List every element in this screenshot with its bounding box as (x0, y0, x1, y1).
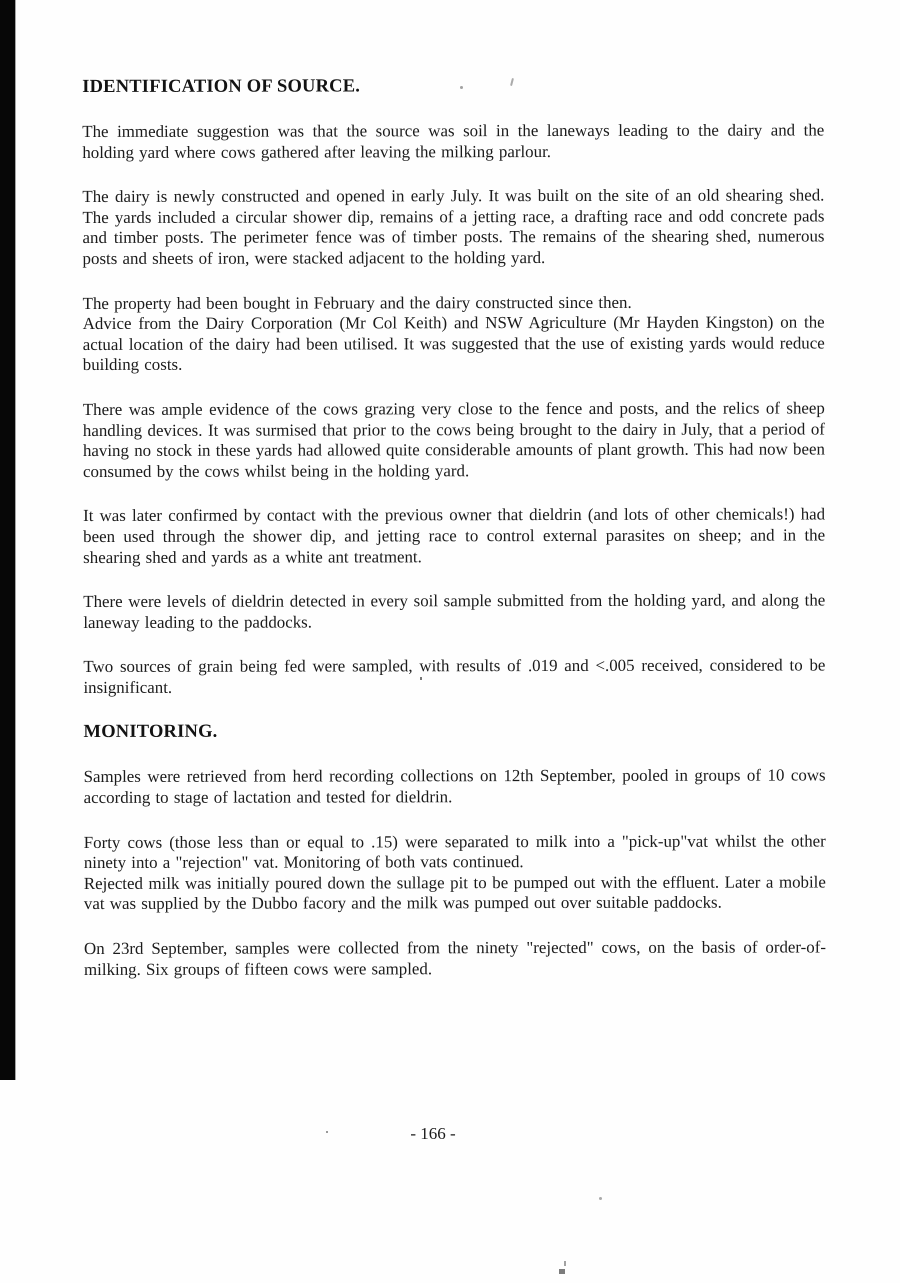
paragraph: Forty cows (those less than or equal to .15) were separated to milk into a "pick-up"vat whilst the other ninety into a "rejection" vat. Monitoring of both vats continued. Rejected milk was initially poured down the sullage pit to be pumped out with the effluent. Later a mobile vat was supplied by the Dubbo facory and the milk was pumped out over suitable paddocks. (83, 831, 826, 914)
section-heading-identification-of-source: IDENTIFICATION OF SOURCE. (82, 76, 361, 97)
paragraph: The property had been bought in February and the dairy constructed since then. Advice from the Dairy Corporation (Mr Col Keith) and NSW Agriculture (Mr Hayden Kingston) on the actual location of the dairy had been utilised. It was suggested that the use of existing yards would reduce building costs. (82, 292, 825, 375)
paragraph: The dairy is newly constructed and opened in early July. It was built on the site of an old shearing shed. The yards included a circular shower dip, remains of a jetting race, a drafting race and odd concrete pads and timber posts. The perimeter fence was of timber posts. The remains of the shearing shed, numerous posts and sheets of iron, were stacked adjacent to the holding yard. (82, 185, 825, 268)
page-number: - 166 - (410, 1124, 456, 1143)
paragraph: There were levels of dieldrin detected in every soil sample submitted from the holding yard, and along the laneway leading to the paddocks. (83, 590, 826, 632)
scan-edge-artifact-bar (0, 0, 15, 1080)
section-heading-monitoring: MONITORING. (83, 722, 218, 743)
ink-speck (326, 1131, 328, 1133)
paragraph: On 23rd September, samples were collected from the ninety "rejected" cows, on the basis of order-of-milking. Six groups of fifteen cows were sampled. (83, 937, 827, 979)
ink-speck (599, 1197, 602, 1200)
paragraph: It was later confirmed by contact with the previous owner that dieldrin (and lots of other chemicals!) had been used through the shower dip, and jetting race to control external parasites on sheep; and in the shearing shed and yards as a white ant treatment. (83, 504, 826, 567)
ink-speck (559, 1269, 565, 1274)
paragraph: There was ample evidence of the cows grazing very close to the fence and posts, and the relics of sheep handling devices. It was surmised that prior to the cows being brought to the dairy in July, that a period of having no stock in these yards had allowed quite considerable amounts of plant growth. This had now been consumed by the cows whilst being in the holding yard. (82, 398, 825, 481)
paragraph: The immediate suggestion was that the source was soil in the laneways leading to the dairy and the holding yard where cows gathered after leaving the milking parlour. (82, 120, 825, 162)
paragraph: Samples were retrieved from herd recording collections on 12th September, pooled in groups of 10 cows according to stage of lactation and tested for dieldrin. (83, 765, 826, 808)
paragraph: Two sources of grain being fed were sampled, with results of .019 and <.005 received, considered to be insignificant. (83, 655, 826, 697)
ink-speck (564, 1261, 566, 1266)
page-content (82, 0, 826, 1004)
